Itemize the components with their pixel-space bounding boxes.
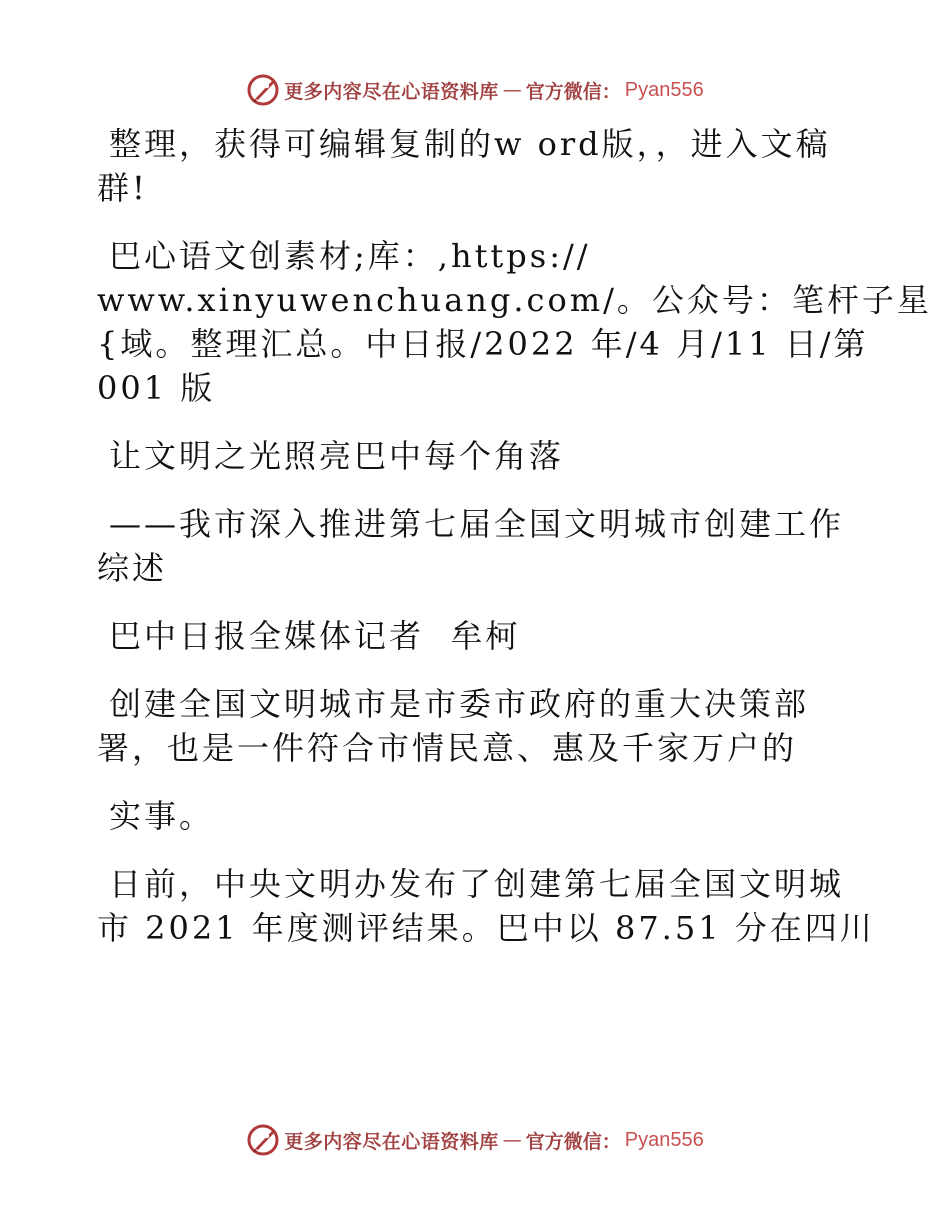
text-line: 日前，中央文明办发布了创建第七届全国文明城 <box>109 865 845 903</box>
banner-site-text: 更多内容尽在心语资料库 <box>284 80 499 103</box>
banner-site-text: 更多内容尽在心语资料库 <box>284 1130 499 1153</box>
article-byline <box>97 614 832 658</box>
paragraph <box>97 794 832 838</box>
banner-separator: — <box>502 79 522 101</box>
paragraph <box>97 682 832 770</box>
text-line: 巴中日报全媒体记者 牟柯 <box>109 617 521 655</box>
header-banner-inner <box>246 73 704 107</box>
banner-wechat-label: 官方微信： <box>525 1130 621 1153</box>
article-subtitle <box>97 502 845 590</box>
text-line: 让文明之光照亮巴中每个角落 <box>109 437 565 475</box>
header-banner <box>0 70 950 110</box>
paragraph <box>97 862 875 950</box>
text-line: {域。整理汇总。中日报/2022 年/4 月/11 日/第 <box>97 325 869 363</box>
article-title <box>97 434 832 478</box>
quill-pen-logo-icon <box>246 1123 280 1157</box>
text-line: 署，也是一件符合市情民意、惠及千家万户的 <box>97 729 798 767</box>
text-line: ——我市深入推进第七届全国文明城市创建工作 <box>109 505 845 543</box>
text-line: www.xinyuwenchuang.com/。公众号：笔杆子星 <box>97 281 932 319</box>
text-line: 市 2021 年度测评结果。巴中以 87.51 分在四川 <box>97 909 875 947</box>
banner-separator: — <box>502 1129 522 1151</box>
document-body <box>97 122 932 950</box>
footer-banner-inner <box>246 1123 704 1157</box>
text-line: 综述 <box>97 549 168 587</box>
banner-wechat-label: 官方微信： <box>525 80 621 103</box>
footer-banner <box>0 1120 950 1160</box>
text-line: 整理，获得可编辑复制的w ord版，，进入文稿 <box>109 125 831 163</box>
text-line: 群! <box>97 169 148 207</box>
paragraph <box>97 122 832 210</box>
paragraph <box>97 234 932 410</box>
banner-wechat-id: Pyan556 <box>624 1128 704 1151</box>
text-line: 创建全国文明城市是市委市政府的重大决策部 <box>109 685 810 723</box>
text-line: 巴心语文创素材;库：,https:// <box>109 237 591 275</box>
text-line: 实事。 <box>109 797 215 835</box>
text-line: 001 版 <box>97 369 216 407</box>
quill-pen-logo-icon <box>246 73 280 107</box>
banner-wechat-id: Pyan556 <box>624 78 704 101</box>
